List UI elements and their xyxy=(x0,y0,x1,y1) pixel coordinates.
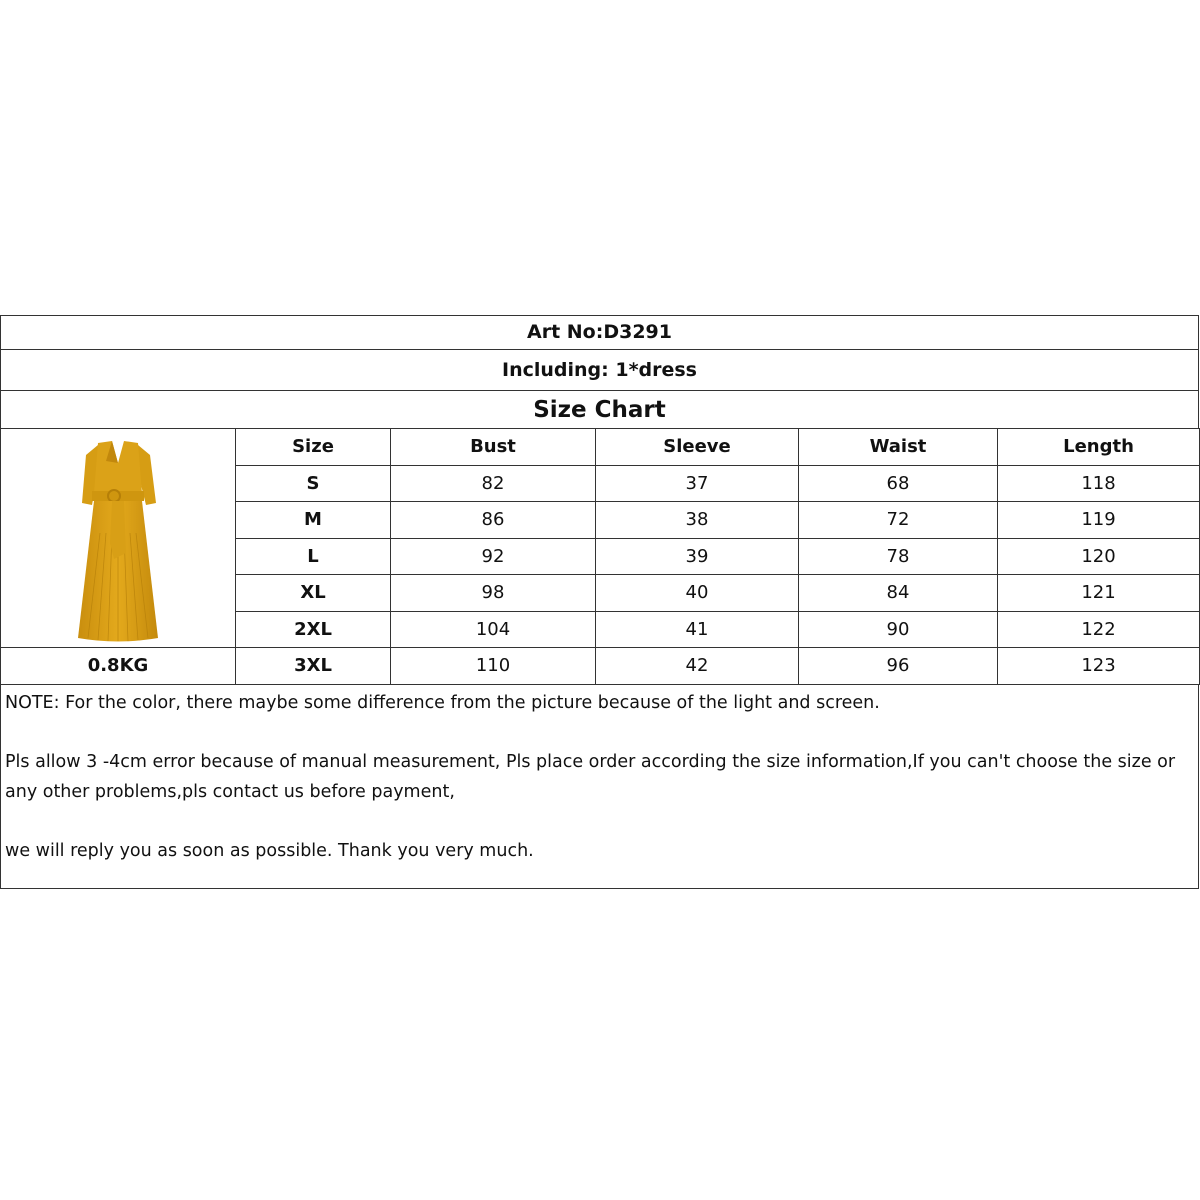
sleeve-cell: 38 xyxy=(596,502,799,539)
dress-image xyxy=(68,433,168,643)
product-image-cell xyxy=(1,429,236,648)
size-table xyxy=(0,428,1200,685)
table-row xyxy=(1,648,1200,685)
notes-section xyxy=(0,685,1199,889)
sleeve-cell: 37 xyxy=(596,465,799,502)
waist-cell: 96 xyxy=(799,648,998,685)
note-measurement: Pls allow 3 -4cm error because of manual measurement, Pls place order according the size information,If you can't choose the size or any other problems,pls contact us before payment, xyxy=(5,751,1176,802)
bust-cell: 92 xyxy=(391,538,596,575)
size-cell: 3XL xyxy=(236,648,391,685)
sleeve-cell: 42 xyxy=(596,648,799,685)
size-chart-sheet xyxy=(0,315,1199,889)
including-text: Including: 1*dress xyxy=(0,349,1199,390)
waist-cell: 84 xyxy=(799,575,998,612)
bust-cell: 110 xyxy=(391,648,596,685)
bust-cell: 104 xyxy=(391,611,596,648)
note-reply: we will reply you as soon as possible. Thank you very much. xyxy=(5,840,534,861)
table-header-row xyxy=(1,429,1200,466)
sleeve-cell: 39 xyxy=(596,538,799,575)
weight-label: 0.8KG xyxy=(1,648,236,685)
sleeve-cell: 40 xyxy=(596,575,799,612)
length-cell: 120 xyxy=(998,538,1200,575)
bust-cell: 98 xyxy=(391,575,596,612)
size-cell: 2XL xyxy=(236,611,391,648)
waist-cell: 78 xyxy=(799,538,998,575)
bust-cell: 82 xyxy=(391,465,596,502)
waist-cell: 72 xyxy=(799,502,998,539)
note-color: NOTE: For the color, there maybe some difference from the picture because of the light and screen. xyxy=(5,692,880,713)
art-number: Art No:D3291 xyxy=(0,315,1199,349)
column-header-waist: Waist xyxy=(799,429,998,466)
length-cell: 122 xyxy=(998,611,1200,648)
column-header-sleeve: Sleeve xyxy=(596,429,799,466)
length-cell: 119 xyxy=(998,502,1200,539)
size-cell: L xyxy=(236,538,391,575)
column-header-bust: Bust xyxy=(391,429,596,466)
sleeve-cell: 41 xyxy=(596,611,799,648)
waist-cell: 90 xyxy=(799,611,998,648)
length-cell: 121 xyxy=(998,575,1200,612)
size-cell: M xyxy=(236,502,391,539)
bust-cell: 86 xyxy=(391,502,596,539)
column-header-size: Size xyxy=(236,429,391,466)
size-chart-title: Size Chart xyxy=(0,390,1199,428)
length-cell: 118 xyxy=(998,465,1200,502)
length-cell: 123 xyxy=(998,648,1200,685)
size-cell: XL xyxy=(236,575,391,612)
waist-cell: 68 xyxy=(799,465,998,502)
column-header-length: Length xyxy=(998,429,1200,466)
size-cell: S xyxy=(236,465,391,502)
